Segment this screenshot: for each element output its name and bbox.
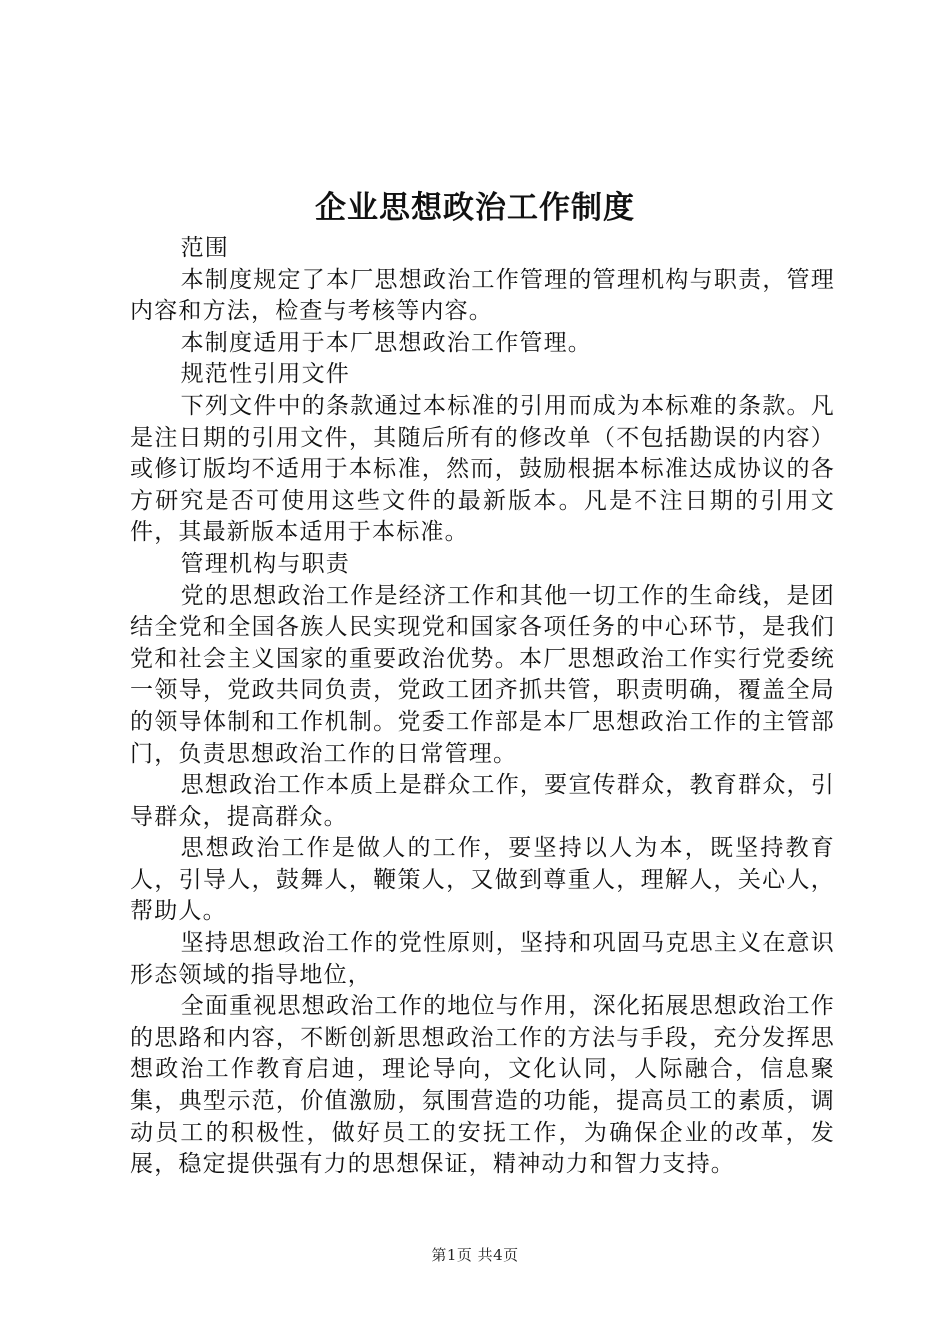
document-title: 企业思想政治工作制度 xyxy=(315,190,635,226)
paragraph: 本制度规定了本厂思想政治工作管理的管理机构与职责，管理内容和方法，检查与考核等内容。 xyxy=(130,266,835,325)
section-heading-organization: 管理机构与职责 xyxy=(180,550,350,577)
paragraph: 坚持思想政治工作的党性原则，坚持和巩固马克思主义在意识形态领域的指导地位， xyxy=(130,930,835,988)
paragraph: 思想政治工作本质上是群众工作，要宣传群众，教育群众，引导群众，提高群众。 xyxy=(130,772,835,830)
paragraph: 思想政治工作是做人的工作，要坚持以人为本，既坚持教育人，引导人，鼓舞人，鞭策人，又做到尊重人，理解人，关心人，帮助人。 xyxy=(130,835,835,925)
document-body xyxy=(130,233,835,1181)
paragraph: 全面重视思想政治工作的地位与作用，深化拓展思想政治工作的思路和内容，不断创新思想政治工作的方法与手段，充分发挥思想政治工作教育启迪，理论导向，文化认同，人际融合，信息聚集，典型示范，价值激励，氛围营造的功能，提高员工的素质，调动员工的积极性，做好员工的安抚工作，为确保企业的改革，发展，稳定提供强有力的思想保证，精神动力和智力支持。 xyxy=(130,993,835,1178)
page-footer: 第1页 共4页 xyxy=(431,1246,519,1264)
paragraph: 党的思想政治工作是经济工作和其他一切工作的生命线，是团结全党和全国各族人民实现党和国家各项任务的中心环节，是我们党和社会主义国家的重要政治优势。本厂思想政治工作实行党委统一领导，党政共同负责，党政工团齐抓共管，职责明确，覆盖全局的领导体制和工作机制。党委工作部是本厂思想政治工作的主管部门，负责思想政治工作的日常管理。 xyxy=(130,582,835,767)
paragraph: 本制度适用于本厂思想政治工作管理。 xyxy=(180,329,592,356)
paragraph: 下列文件中的条款通过本标准的引用而成为本标难的条款。凡是注日期的引用文件，其随后所有的修改单（不包括勘误的内容）或修订版均不适用于本标准，然而，鼓励根据本标准达成协议的各方研究是否可使用这些文件的最新版本。凡是不注日期的引用文件，其最新版本适用于本标准。 xyxy=(130,392,835,546)
section-heading-references: 规范性引用文件 xyxy=(180,361,350,388)
section-heading-scope: 范围 xyxy=(180,235,229,261)
